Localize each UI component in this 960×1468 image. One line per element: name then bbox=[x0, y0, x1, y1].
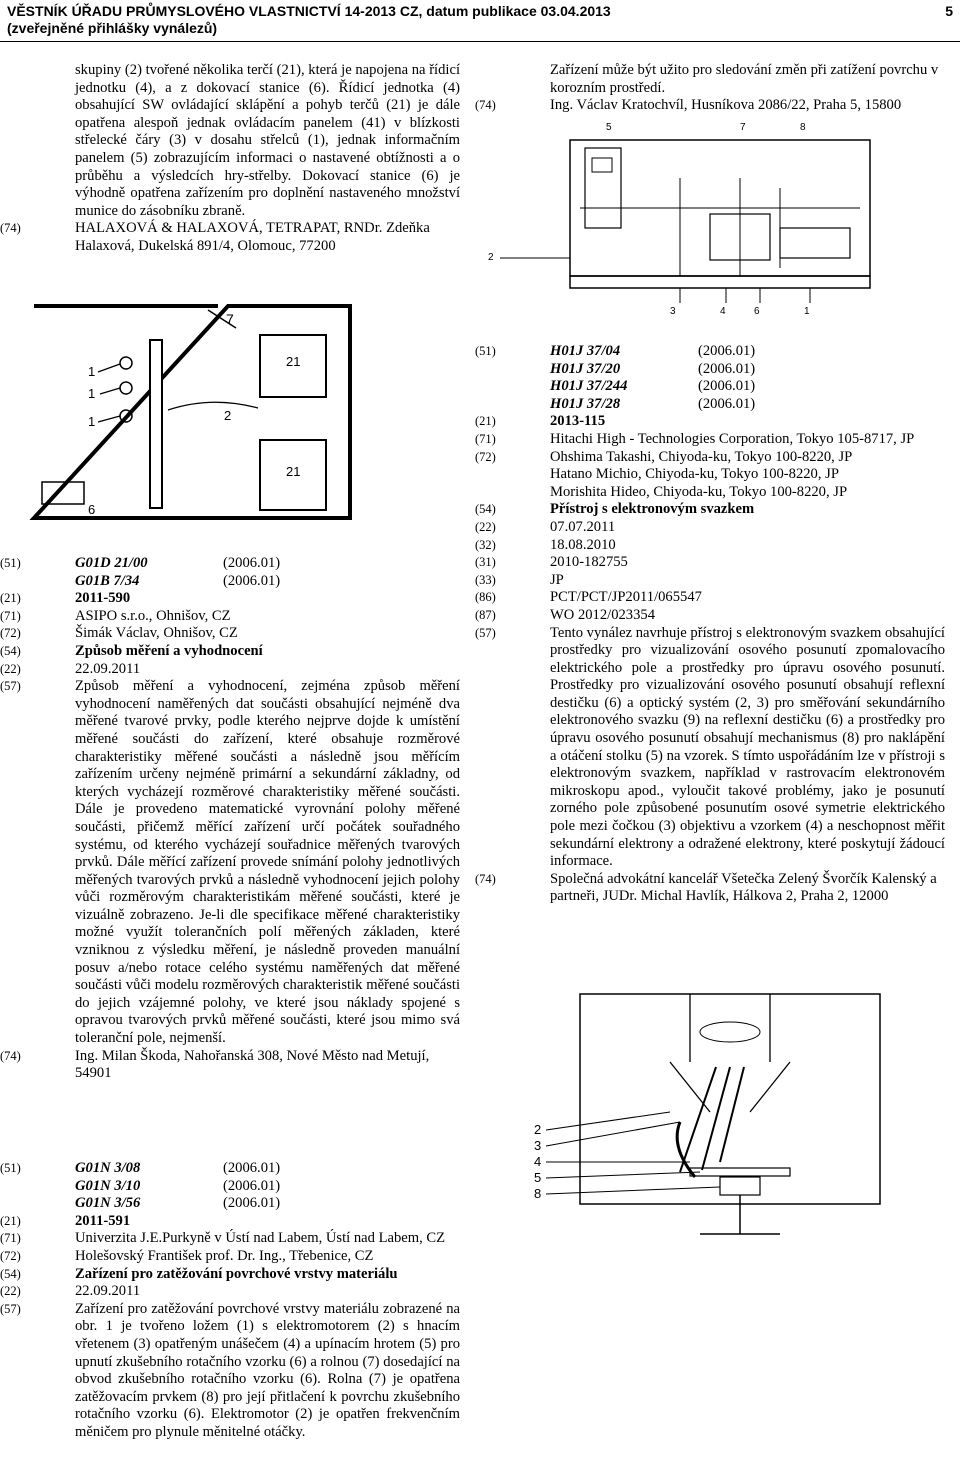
filing-date: 07.07.2011 bbox=[550, 518, 616, 535]
priority-number: 2010-182755 bbox=[550, 554, 628, 571]
ipc-class: H01J 37/28 bbox=[550, 395, 621, 412]
code-74: (74) bbox=[0, 221, 21, 236]
inventor: Holešovský František prof. Dr. Ing., Třebenice, CZ bbox=[75, 1247, 374, 1264]
code-57: (57) bbox=[0, 1301, 21, 1316]
code-22: (22) bbox=[475, 519, 496, 534]
journal-subtitle: (zveřejněné přihlášky vynálezů) bbox=[7, 20, 218, 36]
code-71: (71) bbox=[475, 431, 496, 446]
fig2-label: 1 bbox=[804, 306, 810, 317]
ipc-date: (2006.01) bbox=[223, 1177, 281, 1194]
abstract: Tento vynález navrhuje přístroj s elektronovým svazkem obsahující prostředky pro vizualizování osového posunutí zpomalovacího elektrického pole a prostředky pro úpravu osového posunutí. Prostředky pro vizualizování osového posunutí obsahují reflexní destičku (6) a optický systém (2, 3) pro směřování sekundárního elektronového svazku (9) na reflexní destičku (6) a prostředky pro úpravu osového posunutí obsahují mechanismus (8) pro naklápění a otáčení stolku (5) na vzorek. S tímto uspořádáním lze v přístroji s elektronovým svazkem, například v rastrovacím elektronovém mikroskopu apod., vyloučit takové problémy, jako je posunutí zorného pole způsobené posunutím osové symetrie elektrického pole mezi čočkou (3) objektivu a vzorkem (4) a neschopnost měřit sekundární elektrony a odražené elektrony, které poskytují žádoucí informace. bbox=[550, 624, 945, 870]
fig2-label: 6 bbox=[754, 306, 760, 317]
code-72: (72) bbox=[475, 449, 496, 464]
figure-loading-device bbox=[480, 118, 940, 318]
code-21: (21) bbox=[0, 1213, 21, 1228]
journal-title: VĚSTNÍK ÚŘADU PRŮMYSLOVÉHO VLASTNICTVÍ 14-2013 CZ, datum publikace 03.04.2013 bbox=[7, 3, 611, 19]
invention-title: Způsob měření a vyhodnocení bbox=[75, 642, 263, 659]
ipc-date: (2006.01) bbox=[223, 1195, 281, 1212]
code-22: (22) bbox=[0, 1284, 21, 1299]
inventor: Šimák Václav, Ohnišov, CZ bbox=[75, 625, 238, 642]
wo-publication: WO 2012/023354 bbox=[550, 606, 655, 623]
code-74: (74) bbox=[0, 1048, 21, 1063]
applicant: ASIPO s.r.o., Ohnišov, CZ bbox=[75, 607, 231, 624]
code-31: (31) bbox=[475, 555, 496, 570]
ipc-class: G01D 21/00 bbox=[75, 555, 148, 571]
code-86: (86) bbox=[475, 590, 496, 605]
code-74: (74) bbox=[475, 871, 496, 886]
pct-application: PCT/PCT/JP2011/065547 bbox=[550, 589, 702, 606]
inventor: Ohshima Takashi, Chiyoda-ku, Tokyo 100-8220, JP bbox=[550, 448, 853, 465]
fig3-label: 4 bbox=[534, 1154, 542, 1169]
applicant: Hitachi High - Technologies Corporation, Tokyo 105-8717, JP bbox=[550, 430, 915, 447]
ipc-class: H01J 37/20 bbox=[550, 360, 621, 377]
header-rule bbox=[0, 41, 960, 42]
abstract-continuation: Zařízení může být užito pro sledování změn při zatížení povrchu v korozním prostředí. bbox=[550, 62, 939, 96]
application-number: 2013-115 bbox=[550, 413, 606, 430]
agent: Ing. Václav Kratochvíl, Husníkova 2086/22, Praha 5, 15800 bbox=[550, 97, 902, 114]
code-21: (21) bbox=[475, 414, 496, 429]
fig3-label: 3 bbox=[534, 1138, 542, 1153]
abstract: Zařízení pro zatěžování povrchové vrstvy materiálu zobrazené na obr. 1 je tvořeno ložem (1) s elektromotorem (2) s hnacím vřetenem (3) opatřeným unášečem (4) a upínacím hrotem (5) pro upnutí zkušebního rotačního vzorku (6) a rolnou (7) dosedající na obvod zkušebního rotačního vzorku (6). Rolna (7) je opatřena zatěžovacím prvkem (8) pro její přitlačení k povrchu zkušebního rotačního vzorku (6). Elektromotor (2) je opatřen frekvenčním měničem pro plynule měnitelné otáčky. bbox=[75, 1300, 460, 1440]
fig2-label: 5 bbox=[606, 122, 612, 133]
fig2-label: 4 bbox=[720, 306, 726, 317]
ipc-class: H01J 37/04 bbox=[550, 343, 621, 359]
page-number: 5 bbox=[945, 3, 953, 19]
code-33: (33) bbox=[475, 572, 496, 587]
inventor: Morishita Hideo, Chiyoda-ku, Tokyo 100-8220, JP bbox=[550, 483, 848, 500]
agent: HALAXOVÁ & HALAXOVÁ, TETRAPAT, RNDr. Zdeňka Halaxová, Dukelská 891/4, Olomouc, 77200 bbox=[75, 220, 430, 254]
invention-title: Přístroj s elektronovým svazkem bbox=[550, 501, 755, 518]
application-number: 2011-591 bbox=[75, 1212, 131, 1229]
fig2-label: 7 bbox=[740, 122, 746, 133]
ipc-date: (2006.01) bbox=[698, 395, 756, 412]
code-71: (71) bbox=[0, 608, 21, 623]
left-top-entry bbox=[0, 62, 460, 256]
priority-country: JP bbox=[550, 571, 564, 588]
code-57: (57) bbox=[0, 679, 21, 694]
code-71: (71) bbox=[0, 1231, 21, 1246]
code-51: (51) bbox=[0, 556, 21, 570]
ipc-date: (2006.01) bbox=[223, 572, 281, 589]
fig1-label: 1 bbox=[88, 364, 96, 379]
filing-date: 22.09.2011 bbox=[75, 1283, 141, 1300]
fig1-label: 7 bbox=[226, 311, 234, 327]
fig1-label: 21 bbox=[286, 464, 301, 479]
code-22: (22) bbox=[0, 661, 21, 676]
fig2-label: 2 bbox=[488, 252, 494, 263]
ipc-date: (2006.01) bbox=[223, 555, 281, 571]
code-74: (74) bbox=[475, 98, 496, 113]
entry-g01n bbox=[0, 1160, 460, 1442]
page-header bbox=[7, 3, 953, 37]
ipc-class: G01N 3/56 bbox=[75, 1195, 141, 1212]
abstract-continuation: skupiny (2) tvořené několika terčí (21), která je napojena na řídicí jednotku (4), a z dokovací stanice (6). Řídicí jednotka (4) obsahující SW ovládající sklápění a pohyb terčů (21) je dále opatřena alespoň jednak ovládacím panelem (41) v blízkosti střelecké čáry (3) v dosahu střelců (1), jednak informačním panelem (5) zobrazujícím informaci o nastavené obtížnosti a o průběhu a výsledcích hry-střelby. Dokovací stanice (6) je výhodně opatřena zařízením pro doplnění nastaveného množství munice do zásobníku zbraně. bbox=[75, 62, 460, 219]
fig1-label: 21 bbox=[286, 354, 301, 369]
ipc-date: (2006.01) bbox=[698, 378, 756, 395]
fig3-label: 5 bbox=[534, 1170, 542, 1185]
ipc-date: (2006.01) bbox=[223, 1160, 281, 1176]
code-21: (21) bbox=[0, 591, 21, 606]
fig3-label: 8 bbox=[534, 1186, 542, 1201]
figure-electron-beam bbox=[520, 972, 930, 1252]
ipc-date: (2006.01) bbox=[698, 343, 756, 359]
agent: Společná advokátní kancelář Všetečka Zelený Švorčík Kalenský a partneři, JUDr. Michal Havlík, Hálkova 2, Praha 2, 12000 bbox=[550, 870, 937, 905]
fig1-label: 2 bbox=[224, 408, 232, 423]
figure-shooting-range bbox=[28, 300, 358, 525]
application-number: 2011-590 bbox=[75, 590, 131, 607]
filing-date: 22.09.2011 bbox=[75, 660, 141, 677]
applicant: Univerzita J.E.Purkyně v Ústí nad Labem, Ústí nad Labem, CZ bbox=[75, 1230, 446, 1247]
abstract: Způsob měření a vyhodnocení, zejména způsob měření vyhodnocení naměřených dat součásti obsahující nejméně dva měřené tvarové prvky, podle kterého nejprve dojde k umístění měřené součásti do zařízení, které obsahuje rozměrové charakteristiky měřené součásti a následně jsou měřícím zařízením určeny nejméně primární a sekundární základny, od kterých vycházejí rozměrové charakteristiky měřené součásti. Dále je provedeno matematické vyrovnání polohy měřené součásti, přičemž měřící zařízení určí počátek souřadného systému, od kterého vycházejí souřadnice měřených tvarových prvků. Dále měřící zařízení provede snímání polohy jednotlivých měřených tvarových prvků a následně vyhodnocení jejich polohy vůči rozměrovým charakteristikám měřené součásti, které je vizuálně zobrazeno. Je-li dle specifikace měřené charakteristiky možné využít tolerančních polí měřených základen, které vzniknou z výsledku měření, je následně proveden manuální posuv a/nebo rotace celého systému naměřených dat měřené součásti vůči modelu rozměrových charakteristik měřené součásti do jejich vzájemné polohy, ve které jsou náklady spojené s opravou tvarových prvků měřené součásti, které jsou mimo svá toleranční pole, nejmenší. bbox=[75, 678, 460, 1047]
entry-h01j bbox=[475, 343, 945, 906]
priority-date: 18.08.2010 bbox=[550, 536, 616, 553]
agent: Ing. Milan Škoda, Nahořanská 308, Nové Město nad Metují, 54901 bbox=[75, 1047, 430, 1082]
code-54: (54) bbox=[0, 1266, 21, 1281]
invention-title: Zařízení pro zatěžování povrchové vrstvy materiálu bbox=[75, 1265, 398, 1282]
inventor: Hatano Michio, Chiyoda-ku, Tokyo 100-8220, JP bbox=[550, 466, 839, 483]
code-54: (54) bbox=[0, 643, 21, 658]
ipc-class: G01B 7/34 bbox=[75, 572, 140, 589]
fig3-label: 2 bbox=[534, 1122, 542, 1137]
code-51: (51) bbox=[475, 344, 496, 358]
code-32: (32) bbox=[475, 537, 496, 552]
ipc-date: (2006.01) bbox=[698, 360, 756, 377]
fig2-label: 8 bbox=[800, 122, 806, 133]
code-51: (51) bbox=[0, 1161, 21, 1175]
right-top-entry bbox=[475, 62, 945, 115]
fig2-label: 3 bbox=[670, 306, 676, 317]
fig1-label: 1 bbox=[88, 386, 96, 401]
code-87: (87) bbox=[475, 607, 496, 622]
code-72: (72) bbox=[0, 1248, 21, 1263]
fig1-label: 6 bbox=[88, 502, 96, 517]
entry-g01d bbox=[0, 555, 460, 1083]
code-72: (72) bbox=[0, 626, 21, 641]
ipc-class: H01J 37/244 bbox=[550, 378, 628, 395]
code-54: (54) bbox=[475, 502, 496, 517]
ipc-class: G01N 3/08 bbox=[75, 1160, 141, 1176]
code-57: (57) bbox=[475, 625, 496, 640]
fig1-label: 1 bbox=[88, 414, 96, 429]
ipc-class: G01N 3/10 bbox=[75, 1177, 141, 1194]
